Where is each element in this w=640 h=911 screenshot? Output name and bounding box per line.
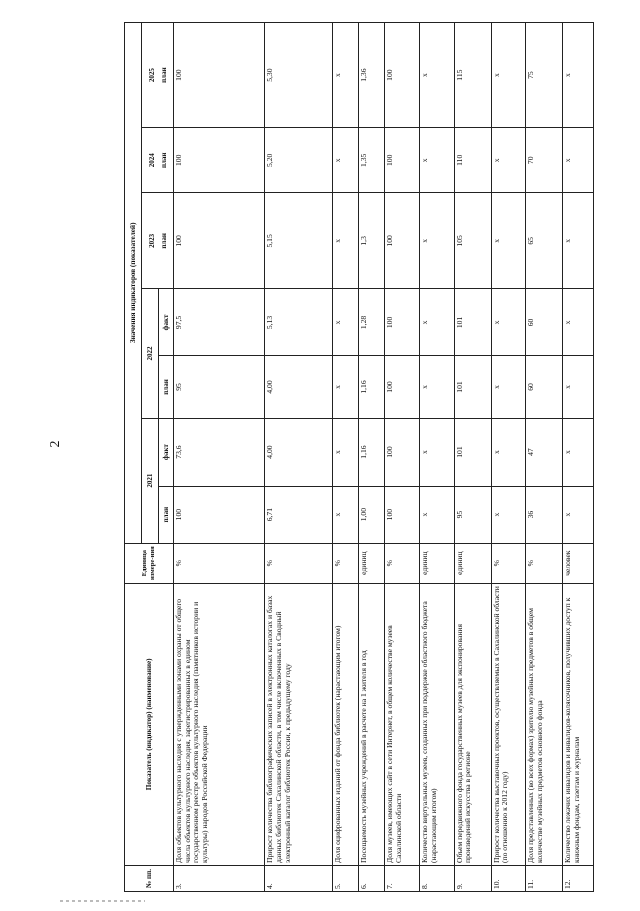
- value-2024-plan: х: [491, 128, 526, 193]
- value-2022-plan: х: [563, 356, 594, 418]
- value-2025-plan: 1,36: [358, 23, 384, 128]
- header-indicator: Показатель (индикатор) (наименование): [125, 583, 174, 865]
- value-2021-plan: 1,00: [358, 486, 384, 543]
- indicator-name: Прирост количества выставочных проектов, осуществляемых в Сахалинской области (по отношению к 2012 году): [491, 583, 526, 865]
- indicator-name: Доля представленных (во всех формах) зрителю музейных предметов в общем количестве музейных предметов основного фонда: [526, 583, 563, 865]
- value-2023-plan: 5,15: [265, 193, 332, 289]
- value-2022-plan: х: [419, 356, 454, 418]
- table-body: [173, 23, 593, 892]
- value-2022-plan: 1,16: [358, 356, 384, 418]
- row-number: 11.: [526, 865, 563, 891]
- value-2025-plan: 5,30: [265, 23, 332, 128]
- value-2021-plan: х: [491, 486, 526, 543]
- unit-cell: %: [385, 543, 420, 583]
- indicator-name: Доля музеев, имеющих сайт в сети Интернет, в общем количестве музеев Сахалинской области: [385, 583, 420, 865]
- value-2021-plan: 95: [454, 486, 491, 543]
- value-2021-fact: 100: [385, 418, 420, 486]
- table-row: [454, 23, 491, 892]
- row-number: 3.: [173, 865, 264, 891]
- year-2025-label: 2025: [147, 68, 156, 83]
- row-number: 9.: [454, 865, 491, 891]
- year-2024-plan: план: [159, 152, 168, 169]
- value-2023-plan: х: [332, 193, 358, 289]
- header-year-2023: [142, 193, 174, 289]
- value-2023-plan: 1,3: [358, 193, 384, 289]
- indicator-name: Доля объектов культурного наследия с утвержденными зонами охраны от общего числа объектов культурного наследия, зарегистрированных в едином государственном реестре объектов культурного наследия (памятников истории и культуры) народов Российской Федерации: [173, 583, 264, 865]
- table-row: [526, 23, 563, 892]
- header-2021-plan: план: [158, 486, 173, 543]
- header-2022-plan: план: [158, 356, 173, 418]
- value-2022-fact: 60: [526, 289, 563, 356]
- value-2021-plan: 100: [173, 486, 264, 543]
- value-2021-fact: х: [419, 418, 454, 486]
- value-2024-plan: 100: [173, 128, 264, 193]
- header-year-2021: 2021: [142, 418, 158, 543]
- row-number: 10.: [491, 865, 526, 891]
- value-2024-plan: 70: [526, 128, 563, 193]
- unit-cell: %: [491, 543, 526, 583]
- value-2021-plan: х: [332, 486, 358, 543]
- value-2022-plan: х: [491, 356, 526, 418]
- row-number: 8.: [419, 865, 454, 891]
- indicator-name: Количество виртуальных музеев, созданных при поддержке областного бюджета (нарастающим итогом): [419, 583, 454, 865]
- value-2022-fact: х: [491, 289, 526, 356]
- value-2021-fact: 47: [526, 418, 563, 486]
- indicator-name: Доля оцифрованных изданий от фонда библиотек (нарастающим итогом): [332, 583, 358, 865]
- row-number: 7.: [385, 865, 420, 891]
- value-2021-plan: х: [563, 486, 594, 543]
- year-2023-label: 2023: [147, 233, 156, 248]
- value-2022-fact: 97,5: [173, 289, 264, 356]
- value-2021-plan: 36: [526, 486, 563, 543]
- rotated-table-container: [124, 22, 594, 892]
- table-row: [358, 23, 384, 892]
- unit-cell: единиц: [454, 543, 491, 583]
- indicator-name: Посещаемость музейных учреждений в расчете на 1 жителя в год: [358, 583, 384, 865]
- value-2021-fact: х: [563, 418, 594, 486]
- table-row: [332, 23, 358, 892]
- header-2022-fact: факт: [158, 289, 173, 356]
- value-2024-plan: 1,35: [358, 128, 384, 193]
- header-2021-fact: факт: [158, 418, 173, 486]
- unit-cell: %: [265, 543, 332, 583]
- value-2024-plan: х: [419, 128, 454, 193]
- value-2021-plan: х: [419, 486, 454, 543]
- value-2022-fact: х: [332, 289, 358, 356]
- value-2021-fact: х: [491, 418, 526, 486]
- value-2022-fact: 5,13: [265, 289, 332, 356]
- value-2022-fact: х: [419, 289, 454, 356]
- row-number: 12.: [563, 865, 594, 891]
- table-row: [173, 23, 264, 892]
- value-2022-plan: 101: [454, 356, 491, 418]
- header-year-2024: [142, 128, 174, 193]
- table-row: [563, 23, 594, 892]
- value-2021-fact: 1,16: [358, 418, 384, 486]
- scan-artifact: [60, 900, 145, 902]
- value-2021-plan: 6,71: [265, 486, 332, 543]
- header-values: Значения индикаторов (показателей): [125, 23, 142, 544]
- row-number: 6.: [358, 865, 384, 891]
- indicator-name: Объем передвижного фонда государственных музеев для экспонирования произведений искусства в регионе: [454, 583, 491, 865]
- value-2023-plan: 100: [173, 193, 264, 289]
- row-number: 4.: [265, 865, 332, 891]
- value-2024-plan: 100: [385, 128, 420, 193]
- value-2021-fact: 101: [454, 418, 491, 486]
- unit-cell: %: [332, 543, 358, 583]
- value-2022-plan: х: [332, 356, 358, 418]
- indicator-name: Прирост количества библиографических записей в электронных каталогах и базах данных библиотек Сахалинской области, в том числе включенных в Сводный электронный каталог библиотек России, к предыдущему году: [265, 583, 332, 865]
- value-2025-plan: х: [563, 23, 594, 128]
- value-2023-plan: 105: [454, 193, 491, 289]
- year-2025-plan: план: [159, 67, 168, 83]
- unit-cell: %: [526, 543, 563, 583]
- value-2021-fact: х: [332, 418, 358, 486]
- table-row: [419, 23, 454, 892]
- value-2023-plan: 100: [385, 193, 420, 289]
- value-2022-plan: 95: [173, 356, 264, 418]
- unit-cell: единиц: [358, 543, 384, 583]
- unit-cell: единиц: [419, 543, 454, 583]
- header-year-2022: 2022: [142, 289, 158, 418]
- value-2023-plan: х: [419, 193, 454, 289]
- value-2025-plan: 100: [385, 23, 420, 128]
- table-row: [491, 23, 526, 892]
- table-row: [265, 23, 332, 892]
- value-2023-plan: 65: [526, 193, 563, 289]
- table-row: [385, 23, 420, 892]
- value-2025-plan: 115: [454, 23, 491, 128]
- value-2023-plan: х: [491, 193, 526, 289]
- value-2024-plan: 110: [454, 128, 491, 193]
- value-2022-fact: 101: [454, 289, 491, 356]
- indicators-table: [124, 22, 594, 892]
- page-number: 2: [48, 440, 63, 448]
- value-2022-plan: 4,00: [265, 356, 332, 418]
- value-2024-plan: 5,20: [265, 128, 332, 193]
- row-number: 5.: [332, 865, 358, 891]
- year-2024-label: 2024: [147, 153, 156, 168]
- value-2022-plan: 60: [526, 356, 563, 418]
- value-2021-fact: 4,00: [265, 418, 332, 486]
- value-2022-fact: 1,28: [358, 289, 384, 356]
- header-year-2025: [142, 23, 174, 128]
- year-2023-plan: план: [159, 233, 168, 249]
- header-unit: Единица измере-ния: [125, 543, 174, 583]
- value-2025-plan: 75: [526, 23, 563, 128]
- value-2024-plan: х: [332, 128, 358, 193]
- value-2023-plan: х: [563, 193, 594, 289]
- unit-cell: %: [173, 543, 264, 583]
- value-2022-fact: х: [563, 289, 594, 356]
- value-2024-plan: х: [563, 128, 594, 193]
- value-2025-plan: 100: [173, 23, 264, 128]
- value-2022-plan: 100: [385, 356, 420, 418]
- header-num: № пп.: [125, 865, 174, 891]
- value-2021-fact: 73,6: [173, 418, 264, 486]
- value-2022-fact: 100: [385, 289, 420, 356]
- value-2021-plan: 100: [385, 486, 420, 543]
- value-2025-plan: х: [491, 23, 526, 128]
- indicator-name: Количество лежачих инвалидов и инвалидов-колясочников, получивших доступ к книжным фондам, газетам и журналам: [563, 583, 594, 865]
- value-2025-plan: х: [419, 23, 454, 128]
- value-2025-plan: х: [332, 23, 358, 128]
- unit-cell: человек: [563, 543, 594, 583]
